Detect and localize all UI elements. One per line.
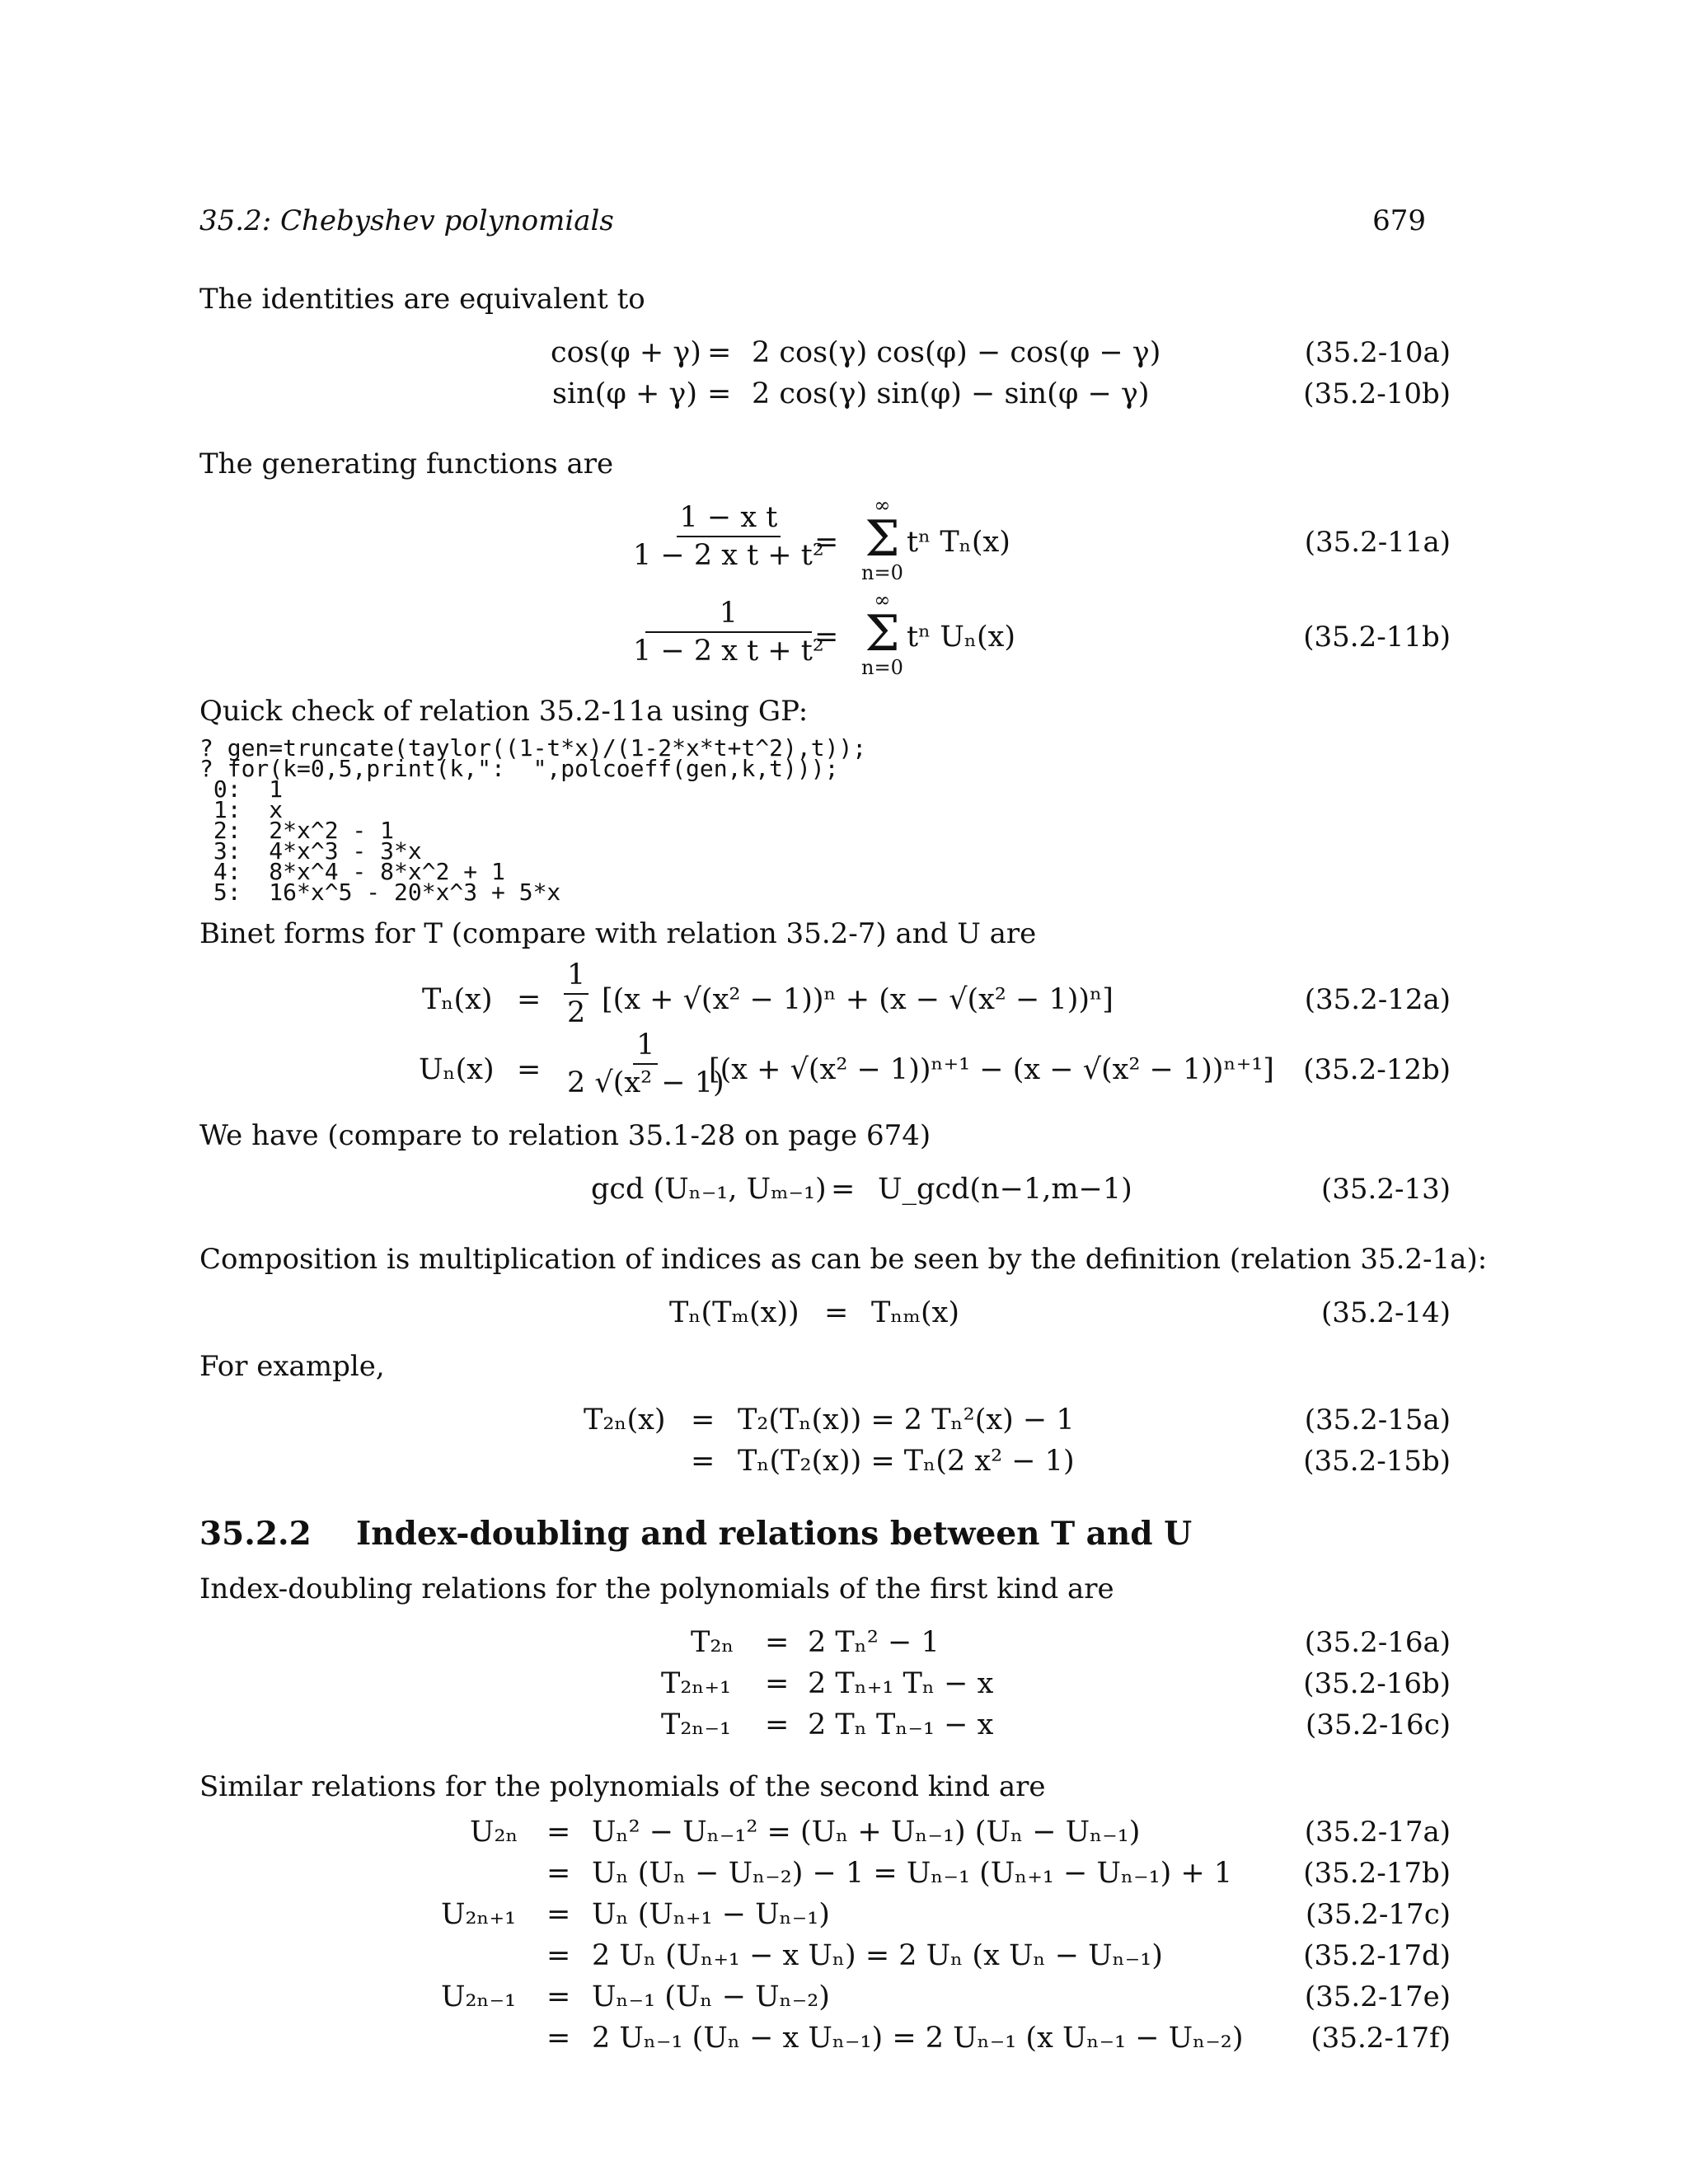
- eq-11a-numerator: 1 − x t: [677, 501, 781, 537]
- eq-number-16a: (35.2-16a): [1304, 1626, 1451, 1659]
- eq-number-17b: (35.2-17b): [1303, 1857, 1451, 1890]
- eq-15-lhs: T₂ₙ(x): [584, 1404, 666, 1436]
- eq-11b-equals: =: [814, 621, 839, 654]
- eq-17f-rhs: 2 Uₙ₋₁ (Uₙ − x Uₙ₋₁) = 2 Uₙ₋₁ (x Uₙ₋₁ − Uₙ₋₂): [592, 2022, 1244, 2055]
- section-heading: [199, 1515, 1192, 1553]
- eq-16c-equals: =: [765, 1708, 790, 1741]
- paragraph-binet: Binet forms for T (compare with relation 35.2-7) and U are: [199, 917, 1037, 950]
- eq-17a-lhs: U₂ₙ: [470, 1816, 518, 1849]
- eq-17a-equals: =: [546, 1816, 571, 1849]
- eq-14-rhs: Tₙₘ(x): [871, 1296, 959, 1329]
- paragraph-composition: Composition is multiplication of indices as can be seen by the definition (relation 35.2-1a):: [199, 1243, 1488, 1276]
- eq-15b-equals: =: [691, 1445, 715, 1478]
- eq-17e-equals: =: [546, 1980, 571, 2013]
- eq-13-rhs: U_gcd(n−1,m−1): [878, 1173, 1132, 1206]
- eq-number-12b: (35.2-12b): [1303, 1053, 1451, 1086]
- eq-number-17e: (35.2-17e): [1304, 1980, 1451, 2013]
- eq-17c-lhs: U₂ₙ₊₁: [441, 1898, 517, 1931]
- eq-16a-equals: =: [765, 1626, 790, 1659]
- eq-12a-body: [(x + √(x² − 1))ⁿ + (x − √(x² − 1))ⁿ]: [602, 983, 1114, 1016]
- eq-12a-equals: =: [517, 983, 542, 1016]
- eq-10a-rhs: 2 cos(γ) cos(φ) − cos(φ − γ): [752, 336, 1161, 369]
- eq-16b-lhs: T₂ₙ₊₁: [661, 1667, 732, 1700]
- sum-upper-limit: ∞: [874, 588, 891, 612]
- eq-17c-rhs: Uₙ (Uₙ₊₁ − Uₙ₋₁): [592, 1898, 830, 1931]
- eq-11a-denominator: 1 − 2 x t + t²: [633, 539, 824, 572]
- page-number: 679: [1372, 204, 1426, 237]
- eq-14-lhs: Tₙ(Tₘ(x)): [669, 1296, 799, 1329]
- running-title: 35.2: Chebyshev polynomials: [199, 204, 614, 237]
- eq-16a-lhs: T₂ₙ: [691, 1626, 734, 1659]
- eq-number-17c: (35.2-17c): [1305, 1898, 1451, 1931]
- section-number: 35.2.2: [199, 1515, 312, 1553]
- eq-11b-denominator: 1 − 2 x t + t²: [633, 635, 824, 668]
- eq-16b-rhs: 2 Tₙ₊₁ Tₙ − x: [808, 1667, 994, 1700]
- eq-number-16c: (35.2-16c): [1305, 1708, 1451, 1741]
- eq-11a-equals: =: [814, 526, 839, 559]
- eq-12b-equals: =: [517, 1053, 542, 1086]
- eq-11a-sum: [861, 494, 908, 583]
- eq-17e-lhs: U₂ₙ₋₁: [441, 1980, 517, 2013]
- paragraph-we-have: We have (compare to relation 35.1-28 on page 674): [199, 1119, 931, 1152]
- paragraph-quick-check: Quick check of relation 35.2-11a using GP:: [199, 695, 809, 728]
- eq-17f-equals: =: [546, 2022, 571, 2055]
- eq-16a-rhs: 2 Tₙ² − 1: [808, 1626, 940, 1659]
- coef-numerator: 1: [633, 1029, 658, 1065]
- eq-12b-body: [(x + √(x² − 1))ⁿ⁺¹ − (x − √(x² − 1))ⁿ⁺¹]: [709, 1053, 1274, 1086]
- eq-10b-lhs: sin(φ + γ): [552, 377, 698, 410]
- eq-12b-coefficient: [564, 1029, 728, 1099]
- eq-number-17f: (35.2-17f): [1311, 2022, 1451, 2055]
- eq-number-13: (35.2-13): [1321, 1173, 1451, 1206]
- eq-16c-rhs: 2 Tₙ Tₙ₋₁ − x: [808, 1708, 994, 1741]
- eq-17b-equals: =: [546, 1857, 571, 1890]
- eq-11b-term: tⁿ Uₙ(x): [907, 621, 1016, 654]
- eq-11b-sum: [861, 589, 908, 678]
- paragraph-similar: Similar relations for the polynomials of the second kind are: [199, 1770, 1046, 1803]
- eq-10a-lhs: cos(φ + γ): [551, 336, 701, 369]
- eq-10a-equals: =: [707, 336, 732, 369]
- eq-number-14: (35.2-14): [1321, 1296, 1451, 1329]
- eq-number-10b: (35.2-10b): [1303, 377, 1451, 410]
- eq-number-17d: (35.2-17d): [1303, 1939, 1451, 1972]
- coef-denominator: 2: [567, 996, 586, 1029]
- eq-number-12a: (35.2-12a): [1304, 983, 1451, 1016]
- eq-17d-rhs: 2 Uₙ (Uₙ₊₁ − x Uₙ) = 2 Uₙ (x Uₙ − Uₙ₋₁): [592, 1939, 1163, 1972]
- eq-12b-lhs: Uₙ(x): [419, 1053, 495, 1086]
- eq-number-17a: (35.2-17a): [1304, 1816, 1451, 1849]
- eq-10b-equals: =: [707, 377, 732, 410]
- eq-17d-equals: =: [546, 1939, 571, 1972]
- eq-number-11a: (35.2-11a): [1304, 526, 1451, 559]
- eq-11a-fraction: [630, 501, 828, 572]
- eq-number-10a: (35.2-10a): [1304, 336, 1451, 369]
- sum-lower-limit: n=0: [861, 561, 903, 584]
- eq-number-15b: (35.2-15b): [1303, 1445, 1451, 1478]
- sum-upper-limit: ∞: [874, 494, 891, 517]
- eq-17a-rhs: Uₙ² − Uₙ₋₁² = (Uₙ + Uₙ₋₁) (Uₙ − Uₙ₋₁): [592, 1816, 1141, 1849]
- eq-15a-equals: =: [691, 1404, 715, 1436]
- eq-number-11b: (35.2-11b): [1303, 621, 1451, 654]
- eq-17e-rhs: Uₙ₋₁ (Uₙ − Uₙ₋₂): [592, 1980, 830, 2013]
- eq-number-16b: (35.2-16b): [1303, 1667, 1451, 1700]
- eq-14-equals: =: [824, 1296, 849, 1329]
- eq-10b-rhs: 2 cos(γ) sin(φ) − sin(φ − γ): [752, 377, 1150, 410]
- coef-denominator: 2 √(x² − 1): [567, 1066, 724, 1099]
- sigma-symbol: Σ: [865, 510, 900, 568]
- eq-17b-rhs: Uₙ (Uₙ − Uₙ₋₂) − 1 = Uₙ₋₁ (Uₙ₊₁ − Uₙ₋₁) + 1: [592, 1857, 1233, 1890]
- paragraph-identities: The identities are equivalent to: [199, 283, 645, 316]
- eq-15b-rhs: Tₙ(T₂(x)) = Tₙ(2 x² − 1): [738, 1445, 1075, 1478]
- eq-11a-term: tⁿ Tₙ(x): [907, 526, 1010, 559]
- sigma-symbol: Σ: [865, 605, 900, 663]
- paragraph-for-example: For example,: [199, 1350, 385, 1383]
- paragraph-index-doubling: Index-doubling relations for the polynomials of the first kind are: [199, 1572, 1114, 1605]
- eq-12a-lhs: Tₙ(x): [422, 983, 493, 1016]
- eq-11b-numerator: 1: [645, 597, 812, 633]
- eq-12a-coefficient: [564, 958, 588, 1029]
- eq-13-equals: =: [831, 1173, 856, 1206]
- eq-11b-fraction: [630, 597, 828, 668]
- eq-15a-rhs: T₂(Tₙ(x)) = 2 Tₙ²(x) − 1: [738, 1404, 1075, 1436]
- eq-16b-equals: =: [765, 1667, 790, 1700]
- paragraph-generating: The generating functions are: [199, 448, 614, 480]
- eq-13-lhs: gcd (Uₙ₋₁, Uₘ₋₁): [591, 1173, 827, 1206]
- eq-number-15a: (35.2-15a): [1304, 1404, 1451, 1436]
- coef-numerator: 1: [564, 958, 588, 995]
- eq-17c-equals: =: [546, 1898, 571, 1931]
- sum-lower-limit: n=0: [861, 656, 903, 679]
- section-title: Index-doubling and relations between T and U: [356, 1515, 1193, 1553]
- eq-16c-lhs: T₂ₙ₋₁: [661, 1708, 732, 1741]
- gp-code-block: ? gen=truncate(taylor((1-t*x)/(1-2*x*t+t^2),t)); ? for(k=0,5,print(k,": ",polcoeff(gen,k,t))); 0: 1 1: x 2: 2*x^2 - 1 3: 4*x^3 - 3*x 4: 8*x^4 - 8*x^2 + 1 5: 16*x^5 - 20*x^3 + 5*x: [199, 734, 867, 906]
